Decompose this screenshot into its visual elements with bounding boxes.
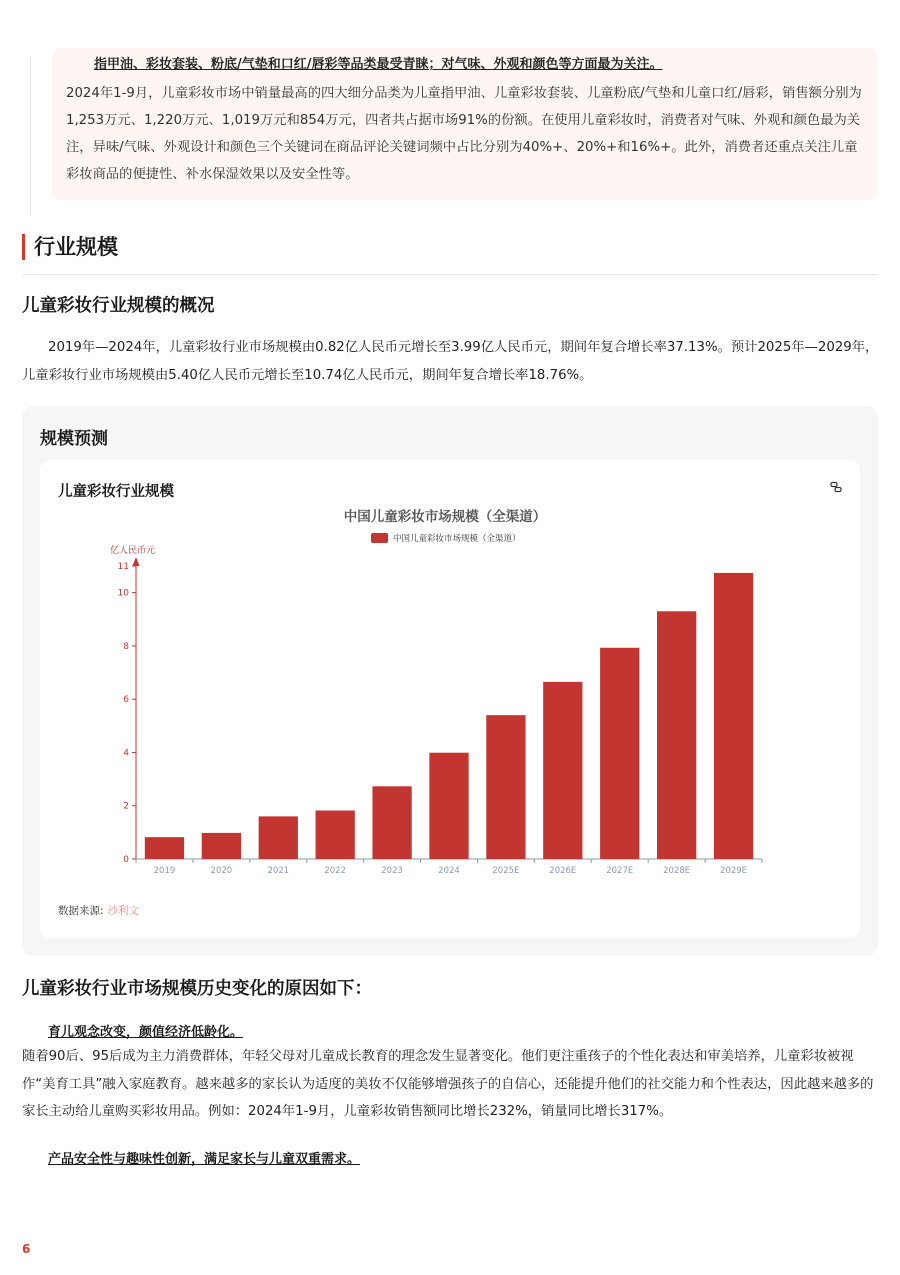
bar (316, 811, 355, 859)
x-tick-label: 2029E (720, 866, 748, 876)
bar (372, 786, 411, 859)
y-axis-label: 亿人民币元 (110, 546, 156, 556)
data-source-link[interactable]: 沙利文 (107, 905, 140, 917)
bar (429, 753, 468, 859)
page-number: 6 (22, 1242, 31, 1256)
x-tick-label: 2027E (606, 866, 634, 876)
x-tick-label: 2019 (153, 866, 176, 876)
y-tick-label: 0 (123, 855, 129, 865)
summary-box (52, 48, 878, 200)
bar (145, 837, 184, 859)
x-tick-label: 2023 (381, 866, 403, 876)
data-source-label: 数据来源: (58, 905, 104, 917)
reason-2-heading: 产品安全性与趣味性创新，满足家长与儿童双重需求。 (48, 1152, 361, 1167)
y-tick-label: 4 (123, 748, 129, 759)
reasons-title: 儿童彩妆行业市场规模历史变化的原因如下： (22, 979, 372, 999)
x-tick-label: 2024 (438, 866, 460, 876)
x-tick-label: 2022 (324, 866, 347, 876)
left-rule (30, 56, 31, 216)
section-divider (22, 274, 878, 275)
reason-1-heading: 育儿观念改变，颜值经济低龄化。 (48, 1025, 244, 1040)
summary-heading: 指甲油、彩妆套装、粉底/气垫和口红/唇彩等品类最受青睐；对气味、外观和颜色等方面最为关注。 (94, 57, 663, 72)
x-tick-label: 2021 (267, 866, 290, 876)
data-source (58, 903, 139, 918)
summary-body: 2024年1-9月，儿童彩妆市场中销量最高的四大细分品类为儿童指甲油、儿童彩妆套装、儿童粉底/气垫和儿童口红/唇彩，销售额分别为1,253万元、1,220万元、1,019万元和854万元，四者共占据市场91%的份额。在使用儿童彩妆时，消费者对气味、外观和颜色最为关注，异味/气味、外观设计和颜色三个关键词在商品评论关键词频中占比分别为40%+、20%+和16%+。此外，消费者还重点关注儿童彩妆商品的便捷性、补水保湿效果以及安全性等。 (66, 86, 862, 182)
x-tick-label: 2025E (492, 866, 520, 876)
y-tick-label: 11 (117, 562, 129, 572)
chart-panel-title: 儿童彩妆行业规模 (58, 484, 174, 500)
bar (202, 833, 241, 859)
y-tick-label: 2 (123, 801, 129, 812)
section-title: 行业规模 (22, 234, 118, 260)
bar (259, 816, 298, 859)
link-icon[interactable] (829, 480, 843, 494)
x-tick-label: 2026E (549, 866, 577, 876)
y-tick-label: 8 (123, 641, 129, 652)
x-tick-label: 2028E (663, 866, 691, 876)
bar (486, 715, 525, 859)
legend-label: 中国儿童彩妆市场规模（全渠道） (393, 534, 521, 544)
bar-chart (40, 460, 860, 890)
chart-title: 中国儿童彩妆市场规模（全渠道） (343, 509, 547, 525)
x-tick-label: 2020 (210, 866, 233, 876)
bar (600, 648, 639, 859)
forecast-card-title: 规模预测 (40, 429, 108, 449)
y-axis-arrow (133, 557, 140, 566)
subsection-title: 儿童彩妆行业规模的概况 (22, 296, 215, 316)
legend-swatch (371, 533, 388, 543)
reason-1-body: 随着90后、95后成为主力消费群体，年轻父母对儿童成长教育的理念发生显著变化。他们更注重孩子的个性化表达和审美培养，儿童彩妆被视作“美育工具”融入家庭教育。越来越多的家长认为适度的美妆不仅能够增强孩子的自信心，还能提升他们的社交能力和个性表达，因此越来越多的家长主动给儿童购买彩妆用品。例如：2024年1-9月，儿童彩妆销售额同比增长232%，销量同比增长317%。 (22, 1049, 874, 1119)
bar (543, 682, 582, 859)
bar (714, 573, 753, 859)
y-tick-label: 10 (117, 588, 129, 599)
bar (657, 611, 696, 859)
y-tick-label: 6 (123, 695, 129, 706)
overview-paragraph: 2019年—2024年，儿童彩妆行业市场规模由0.82亿人民币元增长至3.99亿人民币元，期间年复合增长率37.13%。预计2025年—2029年，儿童彩妆行业市场规模由5.40亿人民币元增长至10.74亿人民币元，期间年复合增长率18.76%。 (22, 340, 879, 383)
